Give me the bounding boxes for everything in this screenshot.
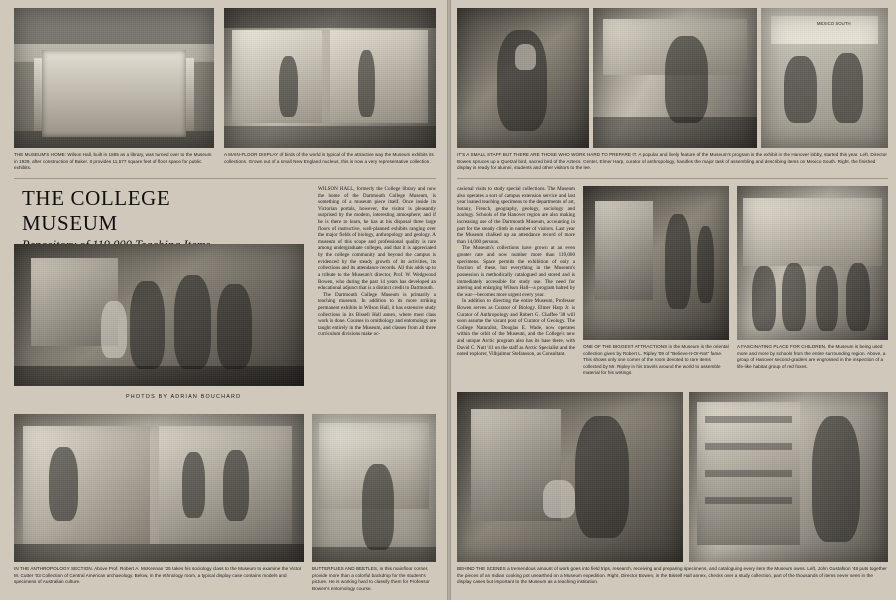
- caption-museum-home: THE MUSEUM'S HOME: Wilson Hall, built in 1885 as a library, was turned over to the Museum in 1929, after construction of Baker. It provides 11,577 square feet of floor space for public exhibits.: [14, 152, 212, 171]
- body-paragraph-2: The Dartmouth College Museum is primarily a teaching museum. In addition to its more striking permanent exhibits in Wilson Hall, it has extensive study collections in its Bissell Hall annex, where most class work is done. Courses in ornithology and entomology are taught entirely in the Museum, and classes from all three curriculum divisions make oc-: [318, 291, 436, 338]
- photo-museum-home: [14, 8, 214, 148]
- caption-behind-scenes: BEHIND THE SCENES a tremendous amount of work goes into field trips, research, receiving and preparing specimens, and cataloguing every item the Museum owns. Left, John Gustafson '48 puts together the pieces of an Indian cooking pot unearthed on a Museum expedition. Right, Director Bowen, in the Bissell Hall annex, checks over a study collection, part of the thousands of items never seen in the display cases but important to the Museum as a teaching institution.: [457, 566, 887, 585]
- photo-anthropology-class: [14, 244, 304, 386]
- divider-top: [14, 178, 436, 179]
- photo-finished-display: [761, 8, 888, 148]
- caption-children: A FASCINATING PLACE FOR CHILDREN, the Museum is being used more and more by schools from the entire surrounding region. Above, a group of Hanover second-graders are engrossed in the inspection of a life-like habitat group of red foxes.: [737, 344, 886, 369]
- photo-elmer-harp: [593, 8, 757, 148]
- caption-anthropology: IN THE ANTHROPOLOGY SECTION. Above Prof. Robert A. McKennan '25 takes his sociology class to the Museum to examine the Victor M. Cutter '03 Collection of Central American archaeology. Below, in the ethnology room, a typical display case contains models and specimens of Australian culture.: [14, 566, 302, 585]
- page-gutter: [447, 0, 451, 600]
- photo-gustafson-pot: [457, 392, 683, 562]
- title-main: THE COLLEGE MUSEUM: [22, 186, 171, 235]
- page-title: [22, 186, 242, 253]
- caption-main-floor: A MAIN-FLOOR DISPLAY of birds of the world is typical of the attractive way the Museum exhibits its collections. Grown out of a small New England nucleus, this is now a very representative collection.: [224, 152, 434, 164]
- right-page: [449, 0, 896, 600]
- photo-children-fox-habitat: [737, 186, 888, 340]
- photo-ethnology-case: [14, 414, 304, 562]
- photo-oriental-collection: [583, 186, 729, 340]
- body-paragraph-4: The Museum's collections have grown at an even greater rate and now number more than 119,000 specimens. Space permits the exhibition of only a fraction of these, but everything in the Museum's possession is methodically catalogued and stored and is immediately accessible for study use. The need for altering and enlarging Wilson Hall—a program halted by the war—becomes more urgent every year.: [457, 245, 575, 298]
- body-column-1: [318, 186, 436, 338]
- display-sign-label: MEXICO SOUTH: [816, 20, 851, 26]
- body-column-2: [457, 186, 575, 358]
- body-paragraph-5: In addition to directing the entire Museum, Professor Bowen serves as Curator of Biology. Elmer Harp Jr. is Curator of Anthropology and Robert G. Chaffee '38 will soon assume the vacant post of Curator of Geology. The College Naturalist, Douglas E. Wade, now operates within the orbit of the Museum, and the College's new and unique Arctic program also has its base there, with David C. Nutt '41 on the staff as Arctic Specialist and the noted explorer, Vilhjalmur Stefansson, as Consultant.: [457, 298, 575, 358]
- divider-right-top: [457, 178, 888, 179]
- photo-butterflies-beetles: [312, 414, 436, 562]
- caption-oriental: ONE OF THE BIGGEST ATTRACTIONS in the Museum is the oriental collection given by Robert L. Ripley '09 of "Believe-It-Or-Not" fame. This shows only one corner of the room devoted to rare items collected by Mr. Ripley in his travels around the world to assemble material for his writings.: [583, 344, 729, 376]
- photo-bowen-study-collection: [689, 392, 888, 562]
- photo-main-floor-display: [224, 8, 436, 148]
- body-paragraph-1: WILSON HALL, formerly the College library and now the home of the Dartmouth College Museum, is something of a museum piece itself. Once inside its Victorian portals, however, the visitor is pleasantly surprised by the modern, interesting atmosphere; and if he is there to learn, he has at his disposal three large floors of instructive, well-planned exhibits ranging over the major fields of biology, anthropology and geology. A museum of this scope and professional quality is rare among undergraduate colleges, and that it is appreciated by the college community and beyond the campus is evidenced by the steady growth of its activities, its collections and its attendance records. All this adds up to a tribute to the Museum's director, Prof. W. Wedgwood Bowen, who during the past 14 years has developed an educational adjunct that is a distinct credit to Dartmouth.: [318, 186, 436, 292]
- caption-butterflies: BUTTERFLIES AND BEETLES, in this mainfloor corner, provide more than a colorful backdrop for the student's picture. He is working hard to classify them for Professor Bowen's entomology course.: [312, 566, 430, 591]
- photo-credit: PHOTOS BY ADRIAN BOUCHARD: [126, 394, 242, 400]
- caption-small-staff: IT'S A SMALL STAFF BUT THERE ARE THOSE WHO WORK HARD TO PREPARE IT. A popular and lively feature of the Museum's program is the exhibit in the Hanover lobby, started this year. Left, Director Bowen spruces up a Quetzal bird, sacred bird of the Aztecs. Center, Elmer Harp, curator of anthropology, handles the major task of assembling and describing items on Mexico South. Right, the finished display is ready for alumni, students and other visitors to the lee.: [457, 152, 887, 171]
- photo-quetzal-bird: [457, 8, 589, 148]
- body-paragraph-3: casional visits to study special collections. The Museum also operates a sort of campus extension service and last year loaned teaching specimens to the departments of art, botany, French, geography, geology, sociology and zoology. Schools of the Hanover region are also making increasing use of the Dartmouth Museum, accounting in part for the steady climb in number of visitors. Last year the Museum chalked up an attendance record of more than 14,000 persons.: [457, 186, 575, 245]
